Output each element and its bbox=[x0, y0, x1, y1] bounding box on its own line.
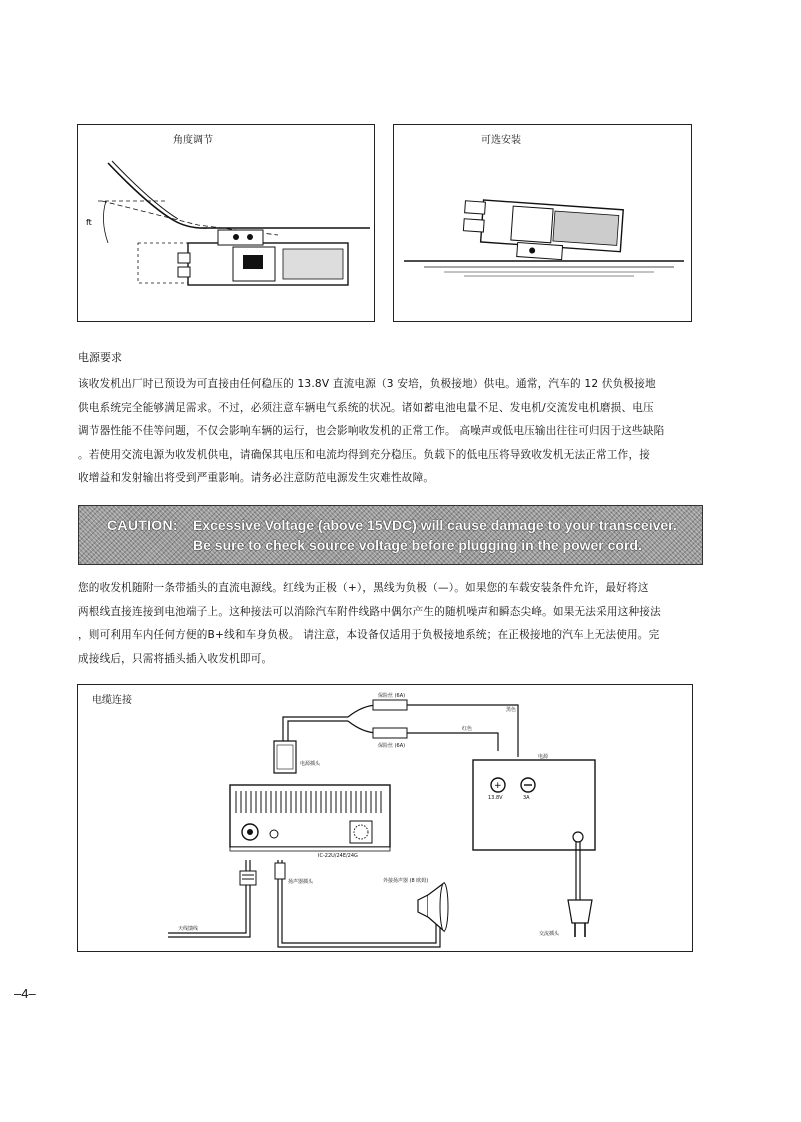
paragraph-line: 两根线直接连接到电池端子上。这种接法可以消除汽车附件线路中偶尔产生的随机噪声和瞬态尖峰。如果无法采用这种接法 bbox=[78, 605, 661, 618]
svg-text:+: + bbox=[494, 781, 502, 791]
speaker-plug-label: 扬声器插头 bbox=[288, 879, 314, 885]
page-number: –4– bbox=[14, 986, 36, 1001]
paragraph-line: 该收发机出厂时已预设为可直接由任何稳压的 13.8V 直流电源（3 安培，负极接地）供电。通常，汽车的 12 伏负极接地 bbox=[78, 378, 656, 390]
figure-title: 电缆连接 bbox=[92, 695, 132, 706]
paragraph-line: 供电系统完全能够满足需求。不过，必须注意车辆电气系统的状况。诸如蓄电池电量不足、发电机/交流发电机磨损、电压 bbox=[78, 401, 654, 414]
paragraph-line: 调节器性能不佳等问题，不仅会影响车辆的运行，也会影响收发机的正常工作。 高噪声或低电压输出往往可归因于这些缺陷 bbox=[78, 425, 665, 437]
figure-cable-connection bbox=[77, 684, 693, 952]
voltage-label: 13.8V bbox=[488, 795, 503, 801]
model-label: IC-22U/24E/24G bbox=[318, 853, 358, 859]
optional-mounting-drawing bbox=[394, 125, 691, 321]
paragraph-line: 。若使用交流电源为收发机供电，请确保其电压和电流均得到充分稳压。负载下的低电压将导致收发机无法正常工作，接 bbox=[78, 448, 651, 461]
figure-title: 可选安装 bbox=[481, 135, 521, 146]
figure-optional-mounting bbox=[393, 124, 692, 322]
angle-label: ft bbox=[86, 218, 92, 227]
caution-line-2: Be sure to check source voltage before plugging in the power cord. bbox=[193, 537, 642, 553]
external-speaker-label: 外接扬声器 (8 欧姆) bbox=[383, 878, 429, 884]
paragraph-line: 收增益和发射输出将受到严重影响。请务必注意防范电源发生灾难性故障。 bbox=[78, 472, 435, 484]
fuse-top-label: 保险丝 (6A) bbox=[378, 693, 406, 699]
cable-connection-drawing bbox=[78, 685, 692, 951]
caution-label: CAUTION: bbox=[107, 517, 178, 533]
paragraph-line: 成接线后，只需将插头插入收发机即可。 bbox=[78, 652, 273, 665]
power-supply-label: 电源 bbox=[538, 754, 549, 760]
power-plug-label: 电源插头 bbox=[300, 761, 321, 767]
power-paragraph bbox=[78, 373, 696, 491]
cord-paragraph bbox=[78, 577, 696, 671]
figure-angle-adjustment bbox=[77, 124, 375, 322]
paragraph-line: ，则可利用车内任何方便的B+线和车身负极。 请注意，本设备仅适用于负极接地系统；在正极接地的汽车上无法使用。完 bbox=[78, 629, 660, 641]
current-label: 3A bbox=[523, 795, 530, 801]
angle-adjustment-drawing bbox=[78, 125, 374, 321]
antenna-cable-label: 天线馈线 bbox=[178, 926, 199, 932]
section-heading-power: 电源要求 bbox=[78, 351, 122, 364]
fuse-bottom-label: 保险丝 (6A) bbox=[378, 743, 406, 749]
black-wire-label: 黑色 bbox=[506, 707, 517, 713]
caution-line-1: Excessive Voltage (above 15VDC) will cause damage to your transceiver. bbox=[193, 517, 677, 533]
red-wire-label: 红色 bbox=[462, 726, 473, 732]
figure-title: 角度调节 bbox=[173, 135, 213, 146]
ac-plug-label: 交流插头 bbox=[539, 931, 560, 937]
caution-banner bbox=[78, 505, 703, 565]
paragraph-line: 您的收发机随附一条带插头的直流电源线。红线为正极（+），黑线为负极（—）。如果您的车载安装条件允许，最好将这 bbox=[78, 582, 649, 594]
